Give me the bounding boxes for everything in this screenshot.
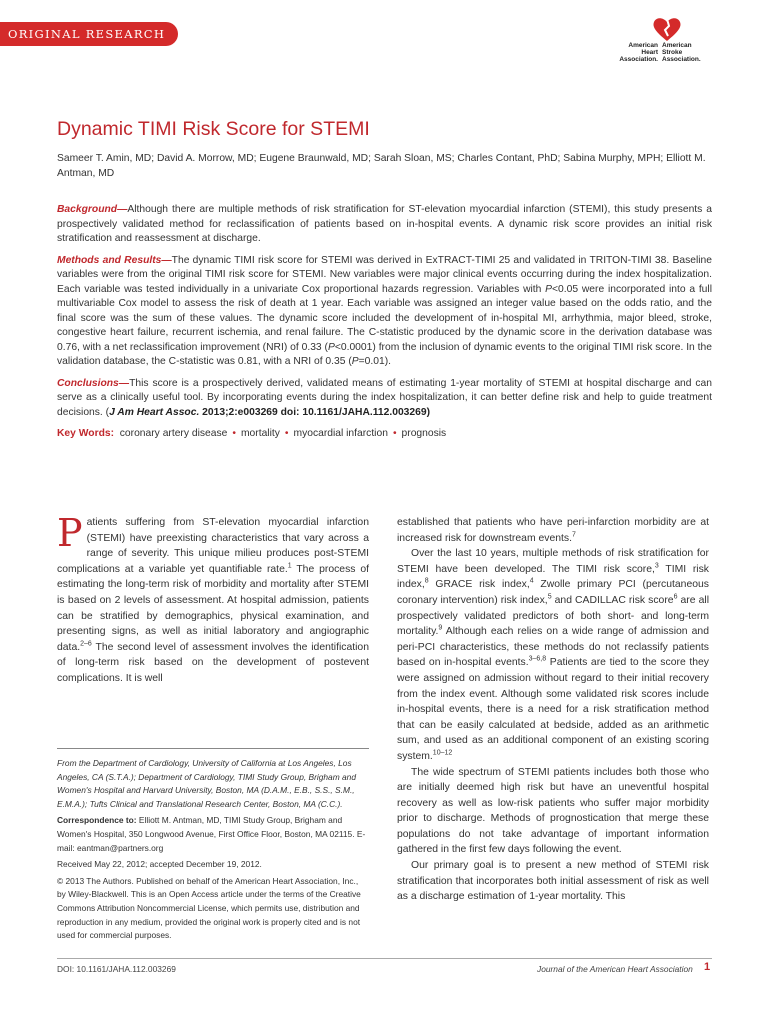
keyword: prognosis: [401, 428, 447, 439]
footer-divider: [57, 958, 712, 959]
heart-torch-icon: [652, 16, 682, 42]
affiliation-note: From the Department of Cardiology, University of California at Los Angeles, Los Angeles, CA (S.T.A.); Department of Cardiology, TIMI Study Group, Brigham and Women's Hospital and Harvard University, Boston, MA (D.A.M., E.B., S.S., S.M., E.M.A.); Tufts Clinical and Translational Research Center, Boston, MA (C.C.).: [57, 758, 356, 809]
body-column-left: [57, 511, 369, 687]
page-number: 1: [704, 961, 711, 973]
abstract: [57, 203, 712, 441]
keyword: coronary artery disease: [119, 428, 228, 439]
aha-wordmark: American Heart Association.: [619, 42, 658, 63]
footer-doi: DOI: 10.1161/JAHA.112.003269: [57, 964, 176, 974]
drop-cap: P: [57, 511, 83, 555]
keyword: mortality: [240, 428, 280, 439]
aha-asa-logo: [604, 16, 716, 66]
author-list: Sameer T. Amin, MD; David A. Morrow, MD; Eugene Braunwald, MD; Sarah Sloan, MS; Charles Contant, PhD; Sabina Murphy, MPH; Elliott M. Antman, MD: [57, 153, 706, 179]
correspondence-note: Correspondence to: Elliott M. Antman, MD, TIMI Study Group, Brigham and Women's Hospital, 350 Longwood Avenue, First Office Floor, Boston, MA 02115. E-mail: eantman@partners.org: [57, 815, 366, 853]
keyword: myocardial infarction: [293, 428, 388, 439]
footnote-divider: [57, 748, 369, 749]
asa-wordmark: American Stroke Association.: [662, 42, 701, 63]
footer-journal: Journal of the American Heart Association: [537, 964, 693, 974]
copyright-note: © 2013 The Authors. Published on behalf of the American Heart Association, Inc., by Wiley-Blackwell. This is an Open Access article under the terms of the Creative Commons Attribution Noncommercial License, which permits use, distribution and reproduction in any medium, provided the original work is properly cited and is not used for commercial purposes.: [57, 875, 361, 941]
body-paragraph: Our primary goal is to present a new method of STEMI risk stratification that incorporates both initial assessment of risk as well as a discharge estimation of 1-year mortality. This: [397, 860, 709, 903]
abstract-conclusions: Conclusions—This score is a prospectively derived, validated means of estimating 1-year mortality of STEMI at hospital discharge and can serve as a clinically useful tool. By incorporating events during the index hospitalization, it can better define risk and help to guide treatment decisions. (J Am Heart Assoc. 2013;2:e003269 doi: 10.1161/JAHA.112.003269): [57, 377, 712, 418]
article-title: Dynamic TIMI Risk Score for STEMI: [57, 118, 370, 140]
body-paragraph: The wide spectrum of STEMI patients includes both those who are initially deemed high risk but have an uneventful hospital recovery as well as low-risk patients who suffer major morbidity prior to discharge. Methods of prognostication that merge these populations do not take advantage of important information gathered in the first few days following the event.: [397, 766, 709, 856]
body-column-right: [397, 515, 709, 905]
key-words: Key Words: coronary artery disease • mortality • myocardial infarction • prognosis: [57, 428, 447, 439]
article-footnotes: [57, 757, 369, 946]
body-paragraph: established that patients who have peri-infarction morbidity are at increased risk for downstream events.$^7$: [397, 517, 709, 544]
abstract-methods: Methods and Results—The dynamic TIMI risk score for STEMI was derived in ExTRACT-TIMI 25 and validated in TRITON-TIMI 38. Baseline variables were from the original TIMI risk score for STEMI. New variables were major clinical events occurring during the index hospitalization. Each variable was tested individually in a univariate Cox proportional hazards regression. Variables with P<0.05 were incorporated into a full multivariable Cox model to assess the risk of death at 1 year. Each variable was assigned an integer value based on the odds ratio, and the final score was the sum of these values. The dynamic score included the development of in-hospital MI, arrhythmia, major bleed, stroke, congestive heart failure, recurrent ischemia, and renal failure. The C-statistic produced by the dynamic score in the derivation database was 0.76, with a net reclassification improvement (NRI) of 0.33 (P<0.0001) from the inclusion of dynamic events to the original TIMI risk score. In the validation database, the C-statistic was 0.81, with a NRI of 0.35 (P=0.01).: [57, 254, 712, 367]
received-note: Received May 22, 2012; accepted December 19, 2012.: [57, 859, 262, 870]
banner-label: ORIGINAL RESEARCH: [8, 27, 166, 41]
body-paragraph: Over the last 10 years, multiple methods of risk stratification for STEMI have been developed. The TIMI risk score,$^3$ TIMI risk index,$^8$ GRACE risk index,$^4$ Zwolle primary PCI (percutaneous coronary intervention) risk index,$^5$ and CADILLAC risk score$^6$ are all prospectively validated predictors of both short- and long-term mortality.$^9$ Although each relies on a wide range of admission and peri-PCI characteristics, these methods do not reclassify patients based on in-hospital events.$^{3-6,8}$ Patients are tied to the score they were assigned on admission without regard to their initial recovery from the index event. Although some validated risk scores include in-hospital events, there is a need for a risk stratification method that can be easily calculated at bedside, added as an arithmetic sum, and used as an additional component of an existing scoring system.$^{10-12}$: [397, 548, 710, 762]
intro-paragraph: Patients suffering from ST-elevation myocardial infarction (STEMI) have preexisting characteristics that vary across a range of severity. This unique milieu produces post-STEMI complications at a variable yet quantifiable rate.$^1$ The process of estimating the long-term risk of morbidity and mortality after STEMI is based on 2 levels of assessment. At hospital admission, patients can be stratified by demographics, physical examination, and presenting signs, as well as initial laboratory and angiographic data.$^{2-6}$ The second level of assessment involves the identification of long-term risk based on the development of postevent complications. It is well: [57, 511, 369, 684]
original-research-banner: [0, 22, 178, 46]
abstract-background: Background—Although there are multiple methods of risk stratification for ST-elevation myocardial infarction (STEMI), this study presents a prospectively validated method for reclassification of patients based on in-hospital events. A dynamic risk score provides an initial risk stratification and reassessment at discharge.: [57, 204, 712, 244]
